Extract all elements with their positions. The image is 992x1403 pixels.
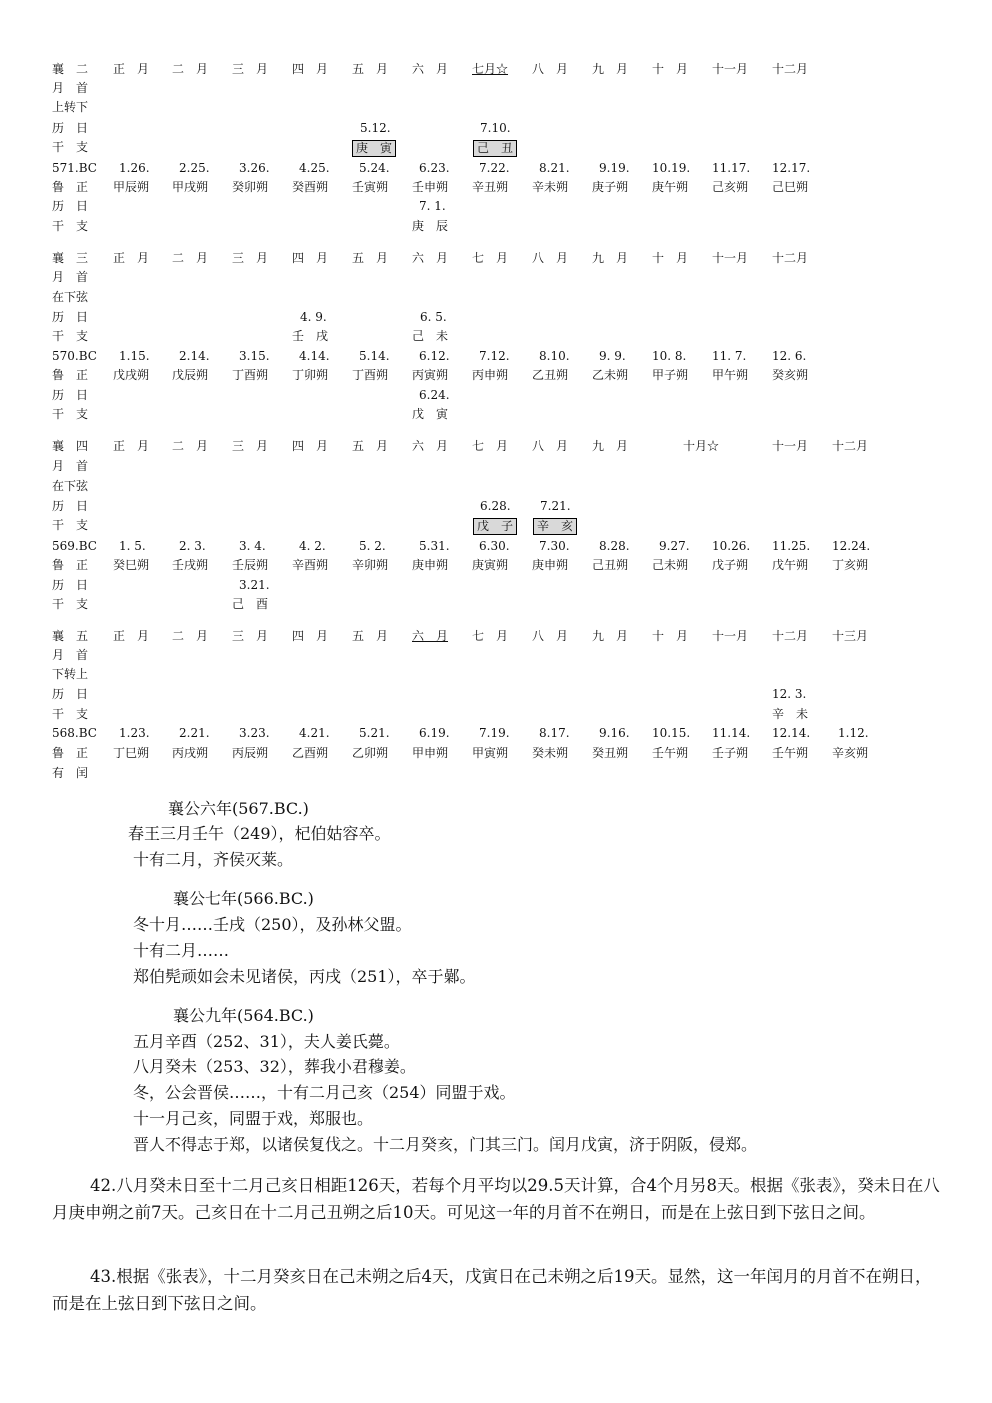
month-label: 十一月 [712, 251, 749, 265]
date-cell: 5.24. [359, 161, 390, 175]
highlight-ganzhi: 辛 亥 [533, 518, 577, 535]
shuo-cell: 乙卯朔 [352, 746, 389, 760]
ganzhi-cell: 己 未 [412, 329, 449, 343]
shuo-cell: 辛酉朔 [292, 558, 329, 572]
date-cell: 5.14. [359, 349, 390, 363]
side-label: 月 首 [52, 270, 89, 284]
shuo-cell: 庚申朔 [532, 558, 569, 572]
date-cell: 12. 3. [772, 687, 807, 701]
shuo-cell: 壬辰朔 [232, 558, 269, 572]
shuo-cell: 己亥朔 [712, 180, 749, 194]
date-cell: 6.12. [419, 349, 450, 363]
month-label: 二 月 [172, 629, 209, 643]
date-cell: 9.19. [599, 161, 630, 175]
date-cell: 12.24. [832, 539, 871, 553]
side-label: 历 日 [52, 199, 89, 213]
month-label: 二 月 [172, 439, 209, 453]
shuo-cell: 癸酉朔 [292, 180, 329, 194]
month-label: 三 月 [232, 251, 269, 265]
month-label: 六 月 [412, 251, 449, 265]
month-label: 九 月 [592, 629, 629, 643]
side-label: 鲁 正 [52, 558, 89, 572]
date-cell: 3.26. [239, 161, 270, 175]
shuo-cell: 壬寅朔 [352, 180, 389, 194]
month-label: 七 月 [472, 251, 509, 265]
date-cell: 7.30. [539, 539, 570, 553]
ganzhi-cell: 辛 未 [772, 707, 809, 721]
date-cell: 2.14. [179, 349, 210, 363]
date-cell: 6.30. [479, 539, 510, 553]
month-label: 正 月 [113, 629, 150, 643]
shuo-cell: 丙申朔 [472, 368, 509, 382]
highlight-ganzhi: 戊 子 [473, 518, 517, 535]
month-label: 十 月 [652, 629, 689, 643]
side-label: 襄 四 [52, 439, 89, 453]
note-42: 42.八月癸未日至十二月己亥日相距126天，若每个月平均以29.5天计算，合4个月另8天。根据《张表》，癸未日在八月庚申朔之前7天。己亥日在十二月己丑朔之后10天。可见这一年的月首不在朔日，而是在上弦日到下弦日之间。 [52, 1176, 940, 1222]
month-label: 正 月 [113, 62, 150, 76]
text-line: 五月辛酉（252、31），夫人姜氏薨。 [133, 1032, 400, 1051]
side-label: 在下弦 [52, 479, 89, 493]
side-label: 在下弦 [52, 290, 89, 304]
date-cell: 10.26. [712, 539, 751, 553]
date-cell: 1. 5. [119, 539, 146, 553]
side-label: 历 日 [52, 310, 89, 324]
month-label: 五 月 [352, 439, 389, 453]
ganzhi-cell: 庚 辰 [412, 219, 449, 233]
side-label: 干 支 [52, 518, 89, 532]
month-label: 七 月 [472, 439, 509, 453]
shuo-cell: 己未朔 [652, 558, 689, 572]
month-label: 三 月 [232, 439, 269, 453]
shuo-cell: 己巳朔 [772, 180, 809, 194]
date-cell: 11. 7. [712, 349, 747, 363]
month-label: 八 月 [532, 629, 569, 643]
side-label: 月 首 [52, 459, 89, 473]
shuo-cell: 甲午朔 [712, 368, 749, 382]
date-cell: 6.23. [419, 161, 450, 175]
date-cell: 5.12. [360, 121, 391, 135]
date-cell: 4. 2. [299, 539, 326, 553]
date-cell: 12.17. [772, 161, 811, 175]
month-label: 五 月 [352, 629, 389, 643]
month-label: 正 月 [113, 251, 150, 265]
shuo-cell: 癸亥朔 [772, 368, 809, 382]
date-cell: 3.21. [239, 578, 270, 592]
text-line: 冬，公会晋侯……，十有二月己亥（254）同盟于戏。 [133, 1083, 516, 1102]
ganzhi-cell: 壬 戌 [292, 329, 329, 343]
month-label: 四 月 [292, 439, 329, 453]
highlight-ganzhi: 己 丑 [473, 140, 517, 157]
date-cell: 8.10. [539, 349, 570, 363]
side-label: 历 日 [52, 121, 89, 135]
month-label: 十二月 [772, 62, 809, 76]
side-label: 下转上 [52, 667, 89, 681]
date-cell: 5.31. [419, 539, 450, 553]
date-cell: 12.14. [772, 726, 811, 740]
date-cell: 1.15. [119, 349, 150, 363]
month-label: 十一月 [772, 439, 809, 453]
side-label: 有 闰 [52, 766, 89, 780]
month-label: 五 月 [352, 251, 389, 265]
month-label: 八 月 [532, 62, 569, 76]
side-label: 月 首 [52, 648, 89, 662]
shuo-cell: 庚午朔 [652, 180, 689, 194]
date-cell: 11.17. [712, 161, 751, 175]
ganzhi-cell: 戊 寅 [412, 407, 449, 421]
month-header-row [0, 60, 992, 79]
month-label: 六 月 [412, 439, 449, 453]
date-cell: 6.28. [480, 499, 511, 513]
date-cell: 8.28. [599, 539, 630, 553]
shuo-cell: 丙辰朔 [232, 746, 269, 760]
side-label: 上转下 [52, 100, 89, 114]
date-cell: 6.19. [419, 726, 450, 740]
shuo-cell: 己丑朔 [592, 558, 629, 572]
side-label: 干 支 [52, 707, 89, 721]
shuo-cell: 辛未朔 [532, 180, 569, 194]
date-cell: 9.27. [659, 539, 690, 553]
date-cell: 9. 9. [599, 349, 626, 363]
month-label: 十二月 [772, 629, 809, 643]
date-cell: 12. 6. [772, 349, 807, 363]
side-label: 襄 三 [52, 251, 89, 265]
shuo-cell: 戊辰朔 [172, 368, 209, 382]
date-cell: 2.25. [179, 161, 210, 175]
side-label: 历 日 [52, 499, 89, 513]
shuo-cell: 乙未朔 [592, 368, 629, 382]
side-label: 历 日 [52, 388, 89, 402]
month-label: 四 月 [292, 251, 329, 265]
text-line: 十有二月，齐侯灭莱。 [133, 850, 294, 869]
shuo-cell: 癸巳朔 [113, 558, 150, 572]
date-cell: 7.12. [479, 349, 510, 363]
date-cell: 4.14. [299, 349, 330, 363]
shuo-cell: 戊戌朔 [113, 368, 150, 382]
date-cell: 5.21. [359, 726, 390, 740]
shuo-cell: 丁酉朔 [352, 368, 389, 382]
year-label: 570.BC [52, 349, 97, 363]
month-label: 四 月 [292, 629, 329, 643]
shuo-cell: 丁卯朔 [292, 368, 329, 382]
shuo-cell: 甲寅朔 [472, 746, 509, 760]
shuo-cell: 丙戌朔 [172, 746, 209, 760]
text-line: 郑伯髡顽如会未见诸侯，丙戌（251），卒于鄵。 [133, 967, 476, 986]
date-cell: 5. 2. [359, 539, 386, 553]
shuo-cell: 丁酉朔 [232, 368, 269, 382]
date-cell: 10.15. [652, 726, 691, 740]
month-label: 九 月 [592, 439, 629, 453]
month-label: 九 月 [592, 62, 629, 76]
date-cell: 7.21. [540, 499, 571, 513]
month-label: 四 月 [292, 62, 329, 76]
date-cell: 10. 8. [652, 349, 687, 363]
shuo-cell: 丙寅朔 [412, 368, 449, 382]
shuo-cell: 庚子朔 [592, 180, 629, 194]
side-label: 鲁 正 [52, 180, 89, 194]
month-label: 六 月 [412, 62, 449, 76]
shuo-cell: 壬申朔 [412, 180, 449, 194]
side-label: 干 支 [52, 219, 89, 233]
month-label: 二 月 [172, 251, 209, 265]
note-43: 43.根据《张表》，十二月癸亥日在己未朔之后4天，戊寅日在己未朔之后19天。显然，这一年闰月的月首不在朔日，而是在上弦日到下弦日之间。 [52, 1267, 932, 1313]
date-cell: 3.23. [239, 726, 270, 740]
shuo-cell: 癸丑朔 [592, 746, 629, 760]
shuo-cell: 戊子朔 [712, 558, 749, 572]
section-heading: 襄公九年(564.BC.) [173, 1006, 314, 1025]
date-cell: 10.19. [652, 161, 691, 175]
side-label: 干 支 [52, 329, 89, 343]
shuo-cell: 壬午朔 [652, 746, 689, 760]
shuo-cell: 甲辰朔 [113, 180, 150, 194]
shuo-cell: 乙丑朔 [532, 368, 569, 382]
date-cell: 2.21. [179, 726, 210, 740]
date-cell: 1.12. [838, 726, 869, 740]
month-label: 十 月 [652, 62, 689, 76]
date-cell: 6.24. [419, 388, 450, 402]
text-line: 八月癸未（253、32），葬我小君穆姜。 [133, 1057, 416, 1076]
date-cell: 7.10. [480, 121, 511, 135]
side-label: 鲁 正 [52, 368, 89, 382]
shuo-cell: 丁亥朔 [832, 558, 869, 572]
shuo-cell: 甲子朔 [652, 368, 689, 382]
side-label: 襄 二 [52, 62, 89, 76]
text-line: 春王三月壬午（249），杞伯姑容卒。 [128, 824, 391, 843]
date-cell: 8.17. [539, 726, 570, 740]
date-cell: 3. 4. [239, 539, 266, 553]
side-label: 干 支 [52, 407, 89, 421]
date-cell: 9.16. [599, 726, 630, 740]
date-cell: 8.21. [539, 161, 570, 175]
side-label: 月 首 [52, 81, 89, 95]
shuo-cell: 戊午朔 [772, 558, 809, 572]
month-label: 十 月 [652, 251, 689, 265]
month-header-row [0, 249, 992, 268]
shuo-cell: 辛丑朔 [472, 180, 509, 194]
date-cell: 1.26. [119, 161, 150, 175]
date-cell: 4. 9. [300, 310, 327, 324]
month-label: 七 月 [472, 629, 509, 643]
month-label-leap: 十月☆ [683, 439, 720, 453]
shuo-cell: 癸未朔 [532, 746, 569, 760]
side-label: 襄 五 [52, 629, 89, 643]
month-label: 十一月 [712, 62, 749, 76]
month-header-row [0, 437, 992, 456]
shuo-cell: 乙酉朔 [292, 746, 329, 760]
year-label: 571.BC [52, 161, 97, 175]
date-cell: 7.22. [479, 161, 510, 175]
date-cell: 11.25. [772, 539, 811, 553]
month-label: 八 月 [532, 251, 569, 265]
month-header-row [0, 627, 992, 646]
side-label: 鲁 正 [52, 746, 89, 760]
date-cell: 1.23. [119, 726, 150, 740]
shuo-cell: 庚申朔 [412, 558, 449, 572]
side-label: 历 日 [52, 687, 89, 701]
shuo-cell: 壬戌朔 [172, 558, 209, 572]
date-cell: 3.15. [239, 349, 270, 363]
date-cell: 7.19. [479, 726, 510, 740]
month-label: 十三月 [832, 629, 869, 643]
month-label: 八 月 [532, 439, 569, 453]
month-label: 十二月 [772, 251, 809, 265]
text-line: 十有二月…… [133, 941, 230, 960]
month-label: 九 月 [592, 251, 629, 265]
date-cell: 4.21. [299, 726, 330, 740]
shuo-cell: 壬午朔 [772, 746, 809, 760]
section-heading: 襄公六年(567.BC.) [168, 799, 309, 818]
shuo-cell: 丁巳朔 [113, 746, 150, 760]
month-label: 正 月 [113, 439, 150, 453]
shuo-cell: 癸卯朔 [232, 180, 269, 194]
shuo-cell: 甲申朔 [412, 746, 449, 760]
year-label: 568.BC [52, 726, 97, 740]
month-label: 六 月 [412, 629, 449, 643]
text-line: 晋人不得志于郑，以诸侯复伐之。十二月癸亥，门其三门。闰月戊寅，济于阴阪，侵郑。 [133, 1135, 758, 1154]
section-heading: 襄公七年(566.BC.) [173, 889, 314, 908]
date-cell: 6. 5. [420, 310, 447, 324]
month-label: 三 月 [232, 62, 269, 76]
month-label: 十一月 [712, 629, 749, 643]
shuo-cell: 甲戌朔 [172, 180, 209, 194]
shuo-cell: 壬子朔 [712, 746, 749, 760]
date-cell: 2. 3. [179, 539, 206, 553]
year-label: 569.BC [52, 539, 97, 553]
month-label: 三 月 [232, 629, 269, 643]
date-cell: 4.25. [299, 161, 330, 175]
side-label: 历 日 [52, 578, 89, 592]
shuo-cell: 辛卯朔 [352, 558, 389, 572]
month-label-leap: 七月☆ [472, 62, 509, 76]
month-label: 十二月 [832, 439, 869, 453]
side-label: 干 支 [52, 597, 89, 611]
text-line: 冬十月……壬戌（250），及孙林父盟。 [133, 915, 412, 934]
side-label: 干 支 [52, 140, 89, 154]
date-cell: 7. 1. [419, 199, 446, 213]
shuo-cell: 辛亥朔 [832, 746, 869, 760]
shuo-cell: 庚寅朔 [472, 558, 509, 572]
text-line: 十一月己亥，同盟于戏，郑服也。 [133, 1109, 374, 1128]
month-label: 二 月 [172, 62, 209, 76]
month-label: 五 月 [352, 62, 389, 76]
highlight-ganzhi: 庚 寅 [352, 140, 396, 157]
ganzhi-cell: 己 酉 [232, 597, 269, 611]
date-cell: 11.14. [712, 726, 751, 740]
